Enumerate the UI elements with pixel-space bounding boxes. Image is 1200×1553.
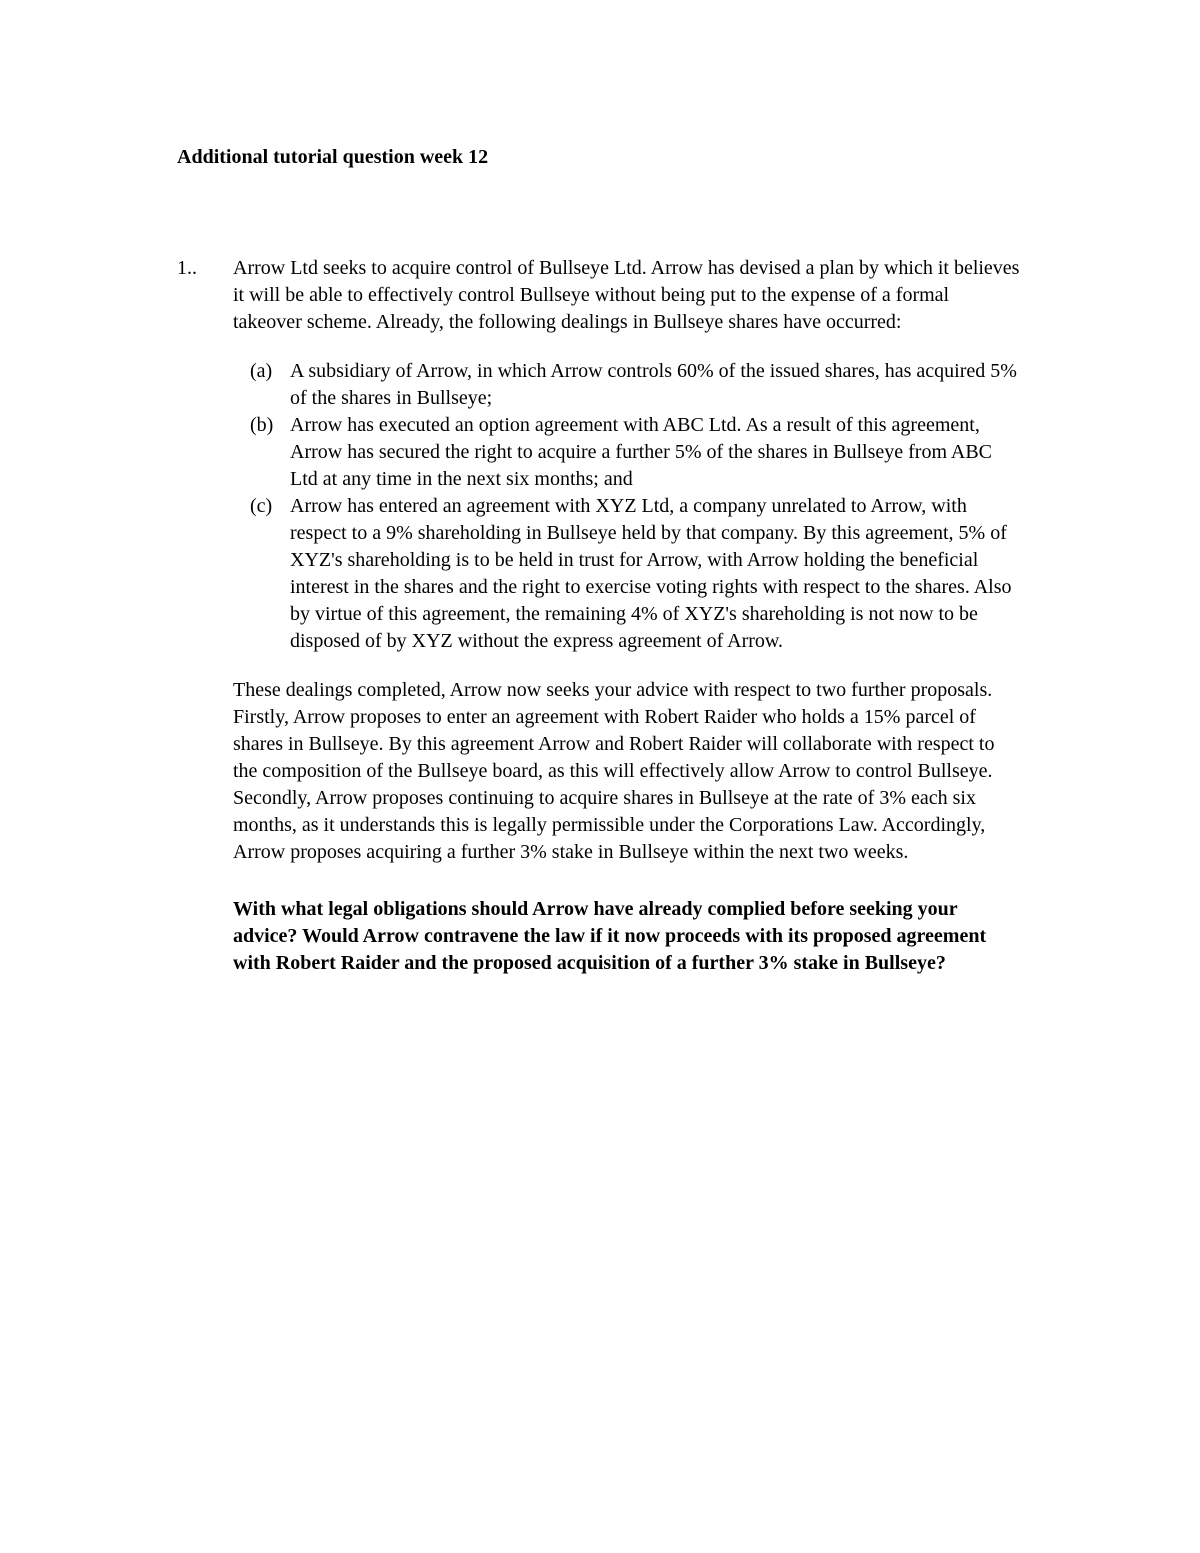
list-item-text: A subsidiary of Arrow, in which Arrow controls 60% of the issued shares, has acquired 5% of the shares in Bullseye; — [290, 360, 1017, 409]
question-body — [233, 255, 1020, 977]
list-item-text: Arrow has entered an agreement with XYZ Ltd, a company unrelated to Arrow, with respect to a 9% shareholding in Bullseye held by that company. By this agreement, 5% of XYZ's shareholding is to be held in trust for Arrow, with Arrow holding the beneficial interest in the shares and the right to exercise voting rights with respect to the shares. Also by virtue of this agreement, the remaining 4% of XYZ's shareholding is not now to be disposed of by XYZ without the express agreement of Arrow. — [290, 495, 1012, 652]
question-intro-paragraph: Arrow Ltd seeks to acquire control of Bullseye Ltd. Arrow has devised a plan by which it believes it will be able to effectively control Bullseye without being put to the expense of a formal takeover scheme. Already, the following dealings in Bullseye shares have occurred: — [233, 257, 1020, 333]
list-item — [250, 412, 1020, 493]
bold-question-paragraph: With what legal obligations should Arrow have already complied before seeking your advice? Would Arrow contravene the law if it now proceeds with its proposed agreement with Robert Raider and the proposed acquisition of a further 3% stake in Bullseye? — [233, 898, 987, 974]
page-title: Additional tutorial question week 12 — [177, 146, 489, 168]
follow-up-paragraph: These dealings completed, Arrow now seeks your advice with respect to two further proposals. Firstly, Arrow proposes to enter an agreement with Robert Raider who holds a 15% parcel of shares in Bullseye. By this agreement Arrow and Robert Raider will collaborate with respect to the composition of the Bullseye board, as this will effectively allow Arrow to control Bullseye. Secondly, Arrow proposes continuing to acquire shares in Bullseye at the rate of 3% each six months, as it understands this is legally permissible under the Corporations Law. Accordingly, Arrow proposes acquiring a further 3% stake in Bullseye within the next two weeks. — [233, 679, 995, 863]
list-item — [250, 493, 1020, 655]
question-block — [177, 255, 1020, 977]
list-item-label: (c) — [250, 495, 273, 517]
sub-item-list — [250, 358, 1020, 655]
question-number: 1.. — [177, 257, 197, 279]
list-item-label: (b) — [250, 414, 274, 436]
list-item-label: (a) — [250, 360, 273, 382]
list-item — [250, 358, 1020, 412]
list-item-text: Arrow has executed an option agreement with ABC Ltd. As a result of this agreement, Arrow has secured the right to acquire a further 5% of the shares in Bullseye from ABC Ltd at any time in the next six months; and — [290, 414, 993, 490]
